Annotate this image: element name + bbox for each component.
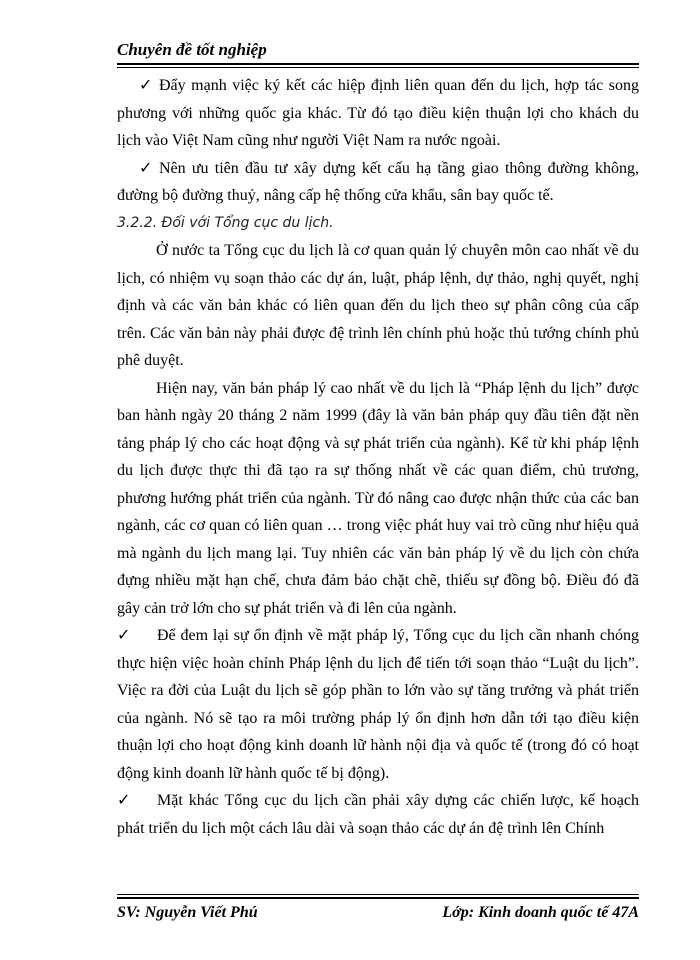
- checkmark-icon: ✓: [139, 159, 153, 177]
- bullet-text: Đẩy mạnh việc ký kết các hiệp định liên quan đến du lịch, hợp tác song phương với những quốc gia khác. Từ đó tạo điều kiện thuận lợi cho khách du lịch vào Việt Nam cũng như người Việt Nam ra nước ngoài.: [117, 77, 639, 149]
- section-heading: 3.2.2. Đối với Tổng cục du lịch.: [117, 214, 334, 231]
- header-title: Chuyên đề tốt nghiệp: [117, 40, 267, 59]
- checkmark-icon: ✓: [117, 627, 131, 644]
- body-paragraph: Hiện nay, văn bản pháp lý cao nhất về du lịch là “Pháp lệnh du lịch” được ban hành ngày 20 tháng 2 năm 1999 (đây là văn bản pháp quy đầu tiên đặt nền tảng pháp lý cho các hoạt động và sự phát triển của ngành). Kể từ khi pháp lệnh du lịch được thực thi đã tạo ra sự thống nhất về các quan điểm, chủ trương, phương hướng phát triển của ngành. Từ đó nâng cao được nhận thức của các ban ngành, các cơ quan có liên quan … trong việc phát huy vai trò cũng như hiệu quả mà ngành du lịch mang lại. Tuy nhiên các văn bản pháp lý về du lịch còn chứa đựng nhiều mặt hạn chế, chưa đảm bảo chặt chẽ, thiếu sự đồng bộ. Điều đó đã gây cản trở lớn cho sự phát triển và đi lên của ngành.: [117, 379, 639, 617]
- bullet-item: [117, 622, 639, 787]
- footer-student-name: SV: Nguyễn Viết Phú: [117, 904, 258, 921]
- footer-rule-thick: [117, 897, 639, 899]
- footer-class-name: Lớp: Kinh doanh quốc tế 47A: [442, 904, 639, 921]
- bullet-item: [117, 787, 639, 842]
- checkmark-icon: ✓: [139, 77, 153, 94]
- footer-rule-thin: [117, 894, 639, 895]
- header-rule-thick: [117, 63, 639, 65]
- header-rule-thin: [117, 67, 639, 68]
- bullet-item: [117, 155, 639, 210]
- checkmark-icon: ✓: [117, 792, 131, 809]
- page-footer: [117, 894, 639, 924]
- bullet-text: Mặt khác Tổng cục du lịch cần phải xây dựng các chiến lược, kế hoạch phát triển du lịch một cách lâu dài và soạn thảo các dự án đệ trình lên Chính: [117, 792, 639, 837]
- page-header: [117, 34, 639, 66]
- bullet-text: Nên ưu tiên đầu tư xây dựng kết cấu hạ tầng giao thông đường không, đường bộ đường thuỷ, nâng cấp hệ thống cửa khẩu, sân bay quốc tế.: [117, 159, 639, 204]
- body-paragraph: Ở nước ta Tổng cục du lịch là cơ quan quản lý chuyên môn cao nhất về du lịch, có nhiệm vụ soạn thảo các dự án, luật, pháp lệnh, dự thảo, nghị quyết, nghị định và các văn bản khác có liên quan đến du lịch theo sự phân công của cấp trên. Các văn bản này phải được đệ trình lên chính phủ hoặc thủ tướng chính phủ phê duyệt.: [117, 242, 639, 369]
- document-body: [117, 72, 639, 842]
- bullet-text: Để đem lại sự ổn định về mặt pháp lý, Tổng cục du lịch cần nhanh chóng thực hiện việc hoàn chỉnh Pháp lệnh du lịch để tiến tới soạn thảo “Luật du lịch”. Việc ra đời của Luật du lịch sẽ góp phần to lớn vào sự tăng trưởng và phát triển của ngành. Nó sẽ tạo ra môi trường pháp lý ổn định hơn dẫn tới tạo điều kiện thuận lợi cho hoạt động kinh doanh lữ hành nội địa và quốc tế (trong đó có hoạt động kinh doanh lữ hành quốc tế bị động).: [117, 627, 639, 782]
- bullet-item: [117, 72, 639, 155]
